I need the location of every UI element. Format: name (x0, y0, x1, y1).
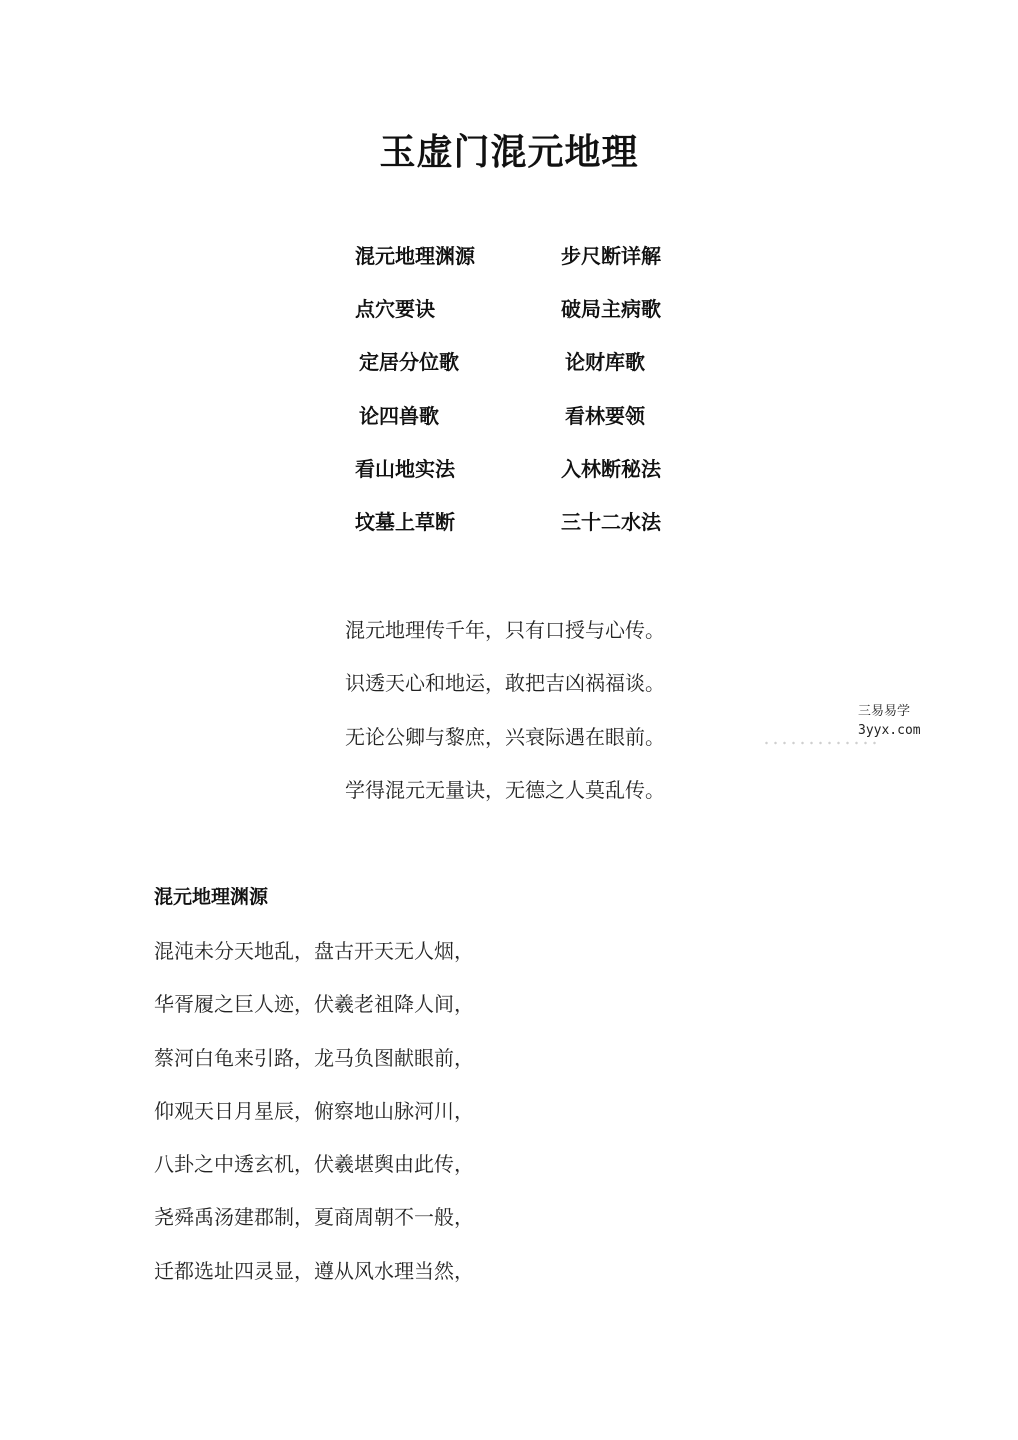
verse-line: 仰观天日月星辰，俯察地山脉河川， (154, 1098, 474, 1123)
toc-row (355, 400, 695, 453)
toc-item: 论四兽歌 (359, 403, 439, 428)
toc-item: 定居分位歌 (359, 350, 459, 375)
toc-item: 看山地实法 (355, 456, 455, 481)
poem-line: 混元地理传千年，只有口授与心传。 (345, 618, 665, 642)
watermark-url: 3yyx.com (858, 723, 921, 738)
toc-item: 三十二水法 (561, 509, 661, 534)
toc-item: 入林断秘法 (561, 456, 661, 481)
toc-item: 看林要领 (565, 403, 645, 428)
watermark (858, 702, 921, 740)
watermark-dots (762, 740, 882, 746)
toc-row (355, 293, 695, 346)
toc-item: 论财库歌 (565, 350, 645, 375)
verse-line: 混沌未分天地乱，盘古开天无人烟， (154, 939, 474, 963)
toc-item: 破局主病歌 (561, 297, 661, 322)
toc-item: 混元地理渊源 (355, 244, 475, 268)
verse-line: 尧舜禹汤建郡制，夏商周朝不一般， (154, 1205, 474, 1230)
poem-line: 识透天心和地运，敢把吉凶祸福谈。 (345, 671, 665, 696)
table-of-contents (355, 240, 695, 559)
poem-line: 学得混元无量诀，无德之人莫乱传。 (345, 777, 665, 802)
watermark-name: 三易易学 (858, 704, 911, 719)
verse-line: 迁都选址四灵显，遵从风水理当然， (154, 1258, 474, 1283)
verse-line: 华胥履之巨人迹，伏羲老祖降人间， (154, 992, 474, 1017)
toc-row (355, 346, 695, 399)
section-heading: 混元地理渊源 (154, 886, 269, 908)
poem-line: 无论公卿与黎庶，兴衰际遇在眼前。 (345, 724, 665, 749)
verse-line: 八卦之中透玄机，伏羲堪舆由此传， (154, 1152, 474, 1177)
toc-item: 点穴要诀 (355, 297, 435, 322)
toc-row (355, 240, 695, 293)
toc-item: 步尺断详解 (561, 244, 661, 268)
section-origin (154, 884, 474, 1310)
verse-line: 蔡河白龟来引路，龙马负图献眼前， (154, 1045, 474, 1070)
toc-row (355, 506, 695, 559)
toc-row (355, 453, 695, 506)
intro-poem (345, 616, 665, 829)
toc-item: 坟墓上草断 (355, 509, 455, 534)
page-title: 玉虚门混元地理 (379, 132, 639, 173)
